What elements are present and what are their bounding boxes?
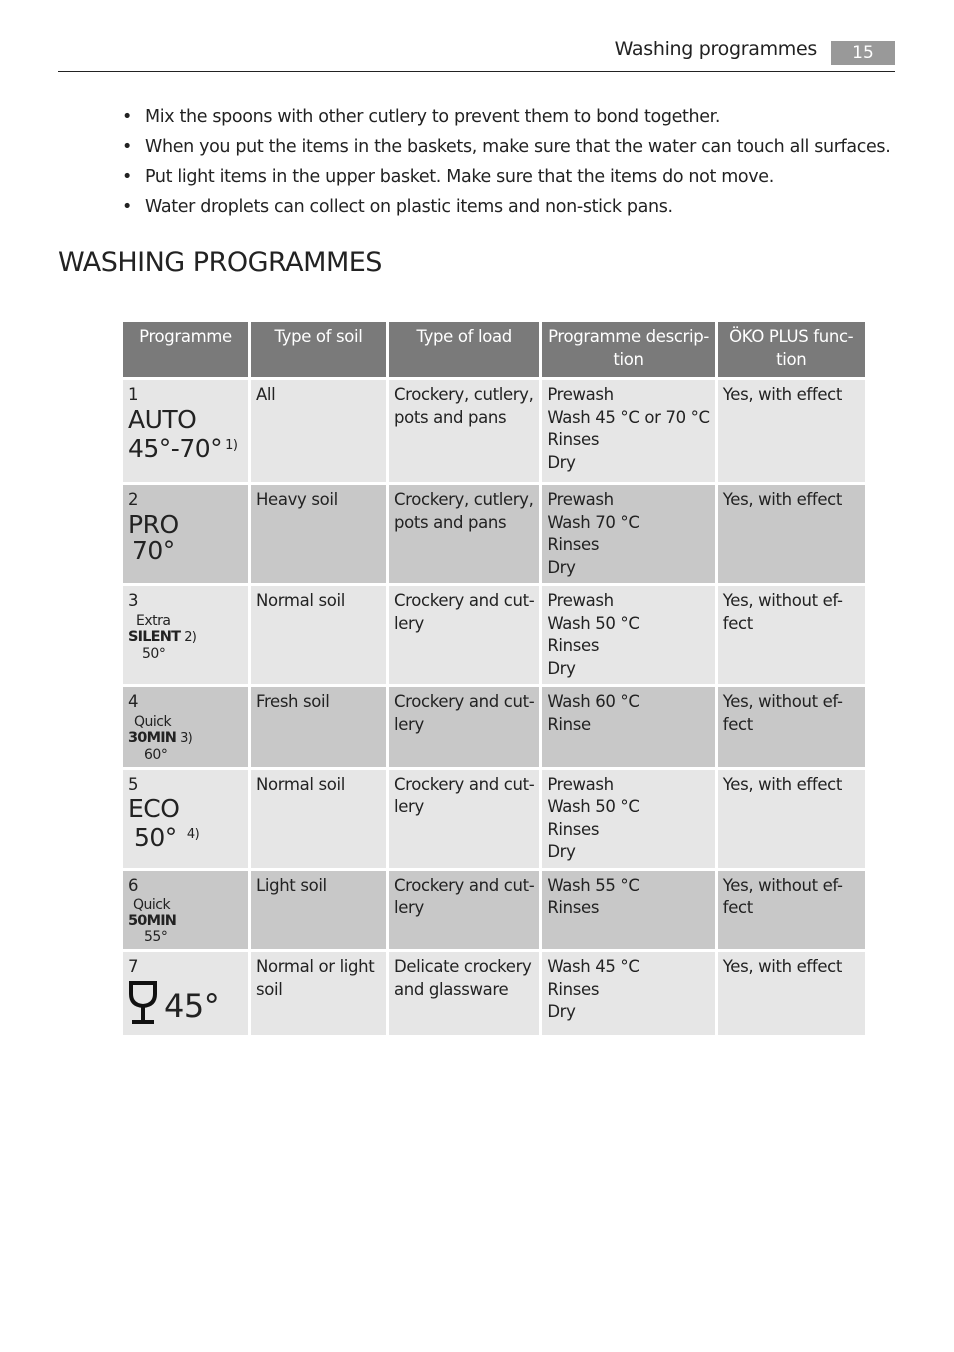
programme-number: 2 — [128, 490, 139, 509]
bullet-icon: • — [122, 197, 132, 217]
footnote-ref: 3) — [180, 730, 192, 746]
bullet-icon: • — [122, 137, 132, 157]
load-line: Crockery, cutlery, — [394, 385, 534, 404]
soil-line: Normal or light — [256, 957, 375, 976]
description-line: Wash 50 °C — [547, 797, 640, 816]
soil-cell: Normal soil — [251, 586, 386, 684]
programme-number: 1 — [128, 385, 139, 404]
programme-label: ECO — [128, 794, 180, 823]
programme-label: 50MIN — [128, 913, 177, 929]
oko-line: fect — [722, 613, 753, 633]
programme-label — [128, 629, 243, 646]
load-line: Crockery and cut- — [394, 875, 535, 895]
description-cell — [542, 380, 714, 482]
footnote-ref: 4) — [186, 827, 200, 842]
description-line: Rinses — [547, 979, 600, 999]
oko-line: Yes, without ef- — [722, 692, 843, 711]
load-line: lery — [394, 898, 424, 917]
load-line: lery — [394, 714, 424, 734]
description-line: Wash 45 °C or 70 °C — [547, 407, 710, 427]
programme-temp: 45° — [164, 986, 220, 1025]
soil-cell: All — [251, 380, 386, 482]
bullet-icon: • — [122, 107, 132, 127]
load-cell — [389, 586, 539, 684]
load-line: lery — [394, 797, 424, 816]
table-row — [123, 485, 865, 583]
programme-number: 4 — [128, 692, 139, 711]
programme-temp — [128, 822, 243, 851]
programme-number: 6 — [128, 875, 139, 895]
oko-cell — [718, 871, 865, 950]
glass-programme-symbol — [128, 981, 243, 1032]
soil-cell — [251, 952, 386, 1035]
description-line: Prewash — [547, 490, 614, 509]
list-item-text: Put light items in the upper basket. Make sure that the items do not move. — [145, 167, 774, 187]
description-line: Rinses — [547, 898, 600, 917]
description-line: Dry — [547, 658, 576, 678]
description-line: Rinses — [547, 819, 600, 839]
load-line: Crockery, cutlery, — [394, 490, 534, 509]
header-description-line: Programme descrip- — [548, 327, 709, 346]
programme-label-top: Extra — [136, 612, 171, 629]
soil-cell: Heavy soil — [251, 485, 386, 583]
table-row — [123, 380, 865, 482]
oko-line: Yes, with effect — [722, 385, 842, 404]
list-item-text: Water droplets can collect on plastic items and non-stick pans. — [145, 197, 673, 217]
load-line: Crockery and cut- — [394, 692, 535, 711]
footnote-ref: 2) — [184, 629, 196, 645]
programme-temp: 55° — [144, 929, 168, 945]
description-line: Wash 70 °C — [547, 512, 640, 532]
description-line: Wash 45 °C — [547, 957, 640, 976]
programme-label-text: SILENT — [128, 628, 181, 645]
table-row — [123, 871, 865, 950]
list-item-text: When you put the items in the baskets, make sure that the water can touch all surfaces. — [145, 137, 891, 157]
soil-cell: Normal soil — [251, 770, 386, 868]
description-cell — [542, 485, 714, 583]
soil-line: soil — [256, 979, 283, 999]
table-header-row — [123, 322, 865, 377]
description-line: Rinses — [547, 636, 600, 655]
programme-cell — [123, 871, 248, 950]
programme-label: PRO — [128, 509, 179, 539]
header-description-line: tion — [613, 349, 644, 369]
oko-line: Yes, with effect — [722, 774, 842, 794]
load-cell — [389, 687, 539, 767]
table-row — [123, 770, 865, 868]
oko-line: Yes, with effect — [722, 490, 842, 509]
description-line: Rinses — [547, 430, 600, 449]
list-item — [122, 132, 890, 162]
oko-cell — [718, 485, 865, 583]
programme-label — [128, 730, 243, 747]
header-load: Type of load — [389, 322, 539, 377]
header-programme: Programme — [123, 322, 248, 377]
header-rule — [58, 71, 895, 72]
oko-line: Yes, without ef- — [722, 591, 843, 610]
load-cell — [389, 485, 539, 583]
list-item — [122, 192, 890, 222]
programme-number: 7 — [128, 957, 139, 976]
list-item-text: Mix the spoons with other cutlery to prevent them to bond together. — [145, 107, 721, 127]
programme-label-text: 30MIN — [128, 729, 177, 746]
programme-temp-text: 45°-70° — [128, 433, 223, 463]
programme-temp: 60° — [144, 746, 168, 763]
wine-glass-icon — [128, 981, 164, 1032]
load-cell — [389, 952, 539, 1035]
oko-line: Yes, without ef- — [722, 875, 843, 895]
programme-temp: 70° — [132, 535, 175, 565]
programme-label-top: Quick — [133, 897, 171, 913]
header-oko-plus — [718, 322, 865, 377]
description-line: Wash 60 °C — [547, 692, 640, 711]
oko-cell — [718, 687, 865, 767]
oko-line: fect — [722, 898, 753, 917]
list-item — [122, 162, 890, 192]
description-cell — [542, 871, 714, 950]
description-line: Prewash — [547, 591, 614, 610]
load-cell — [389, 871, 539, 950]
programme-label-top: Quick — [134, 713, 172, 730]
description-cell — [542, 770, 714, 868]
footnote-ref: 1) — [225, 437, 238, 453]
programme-cell — [123, 770, 248, 868]
load-line: Crockery and cut- — [394, 774, 535, 794]
programme-number: 5 — [128, 774, 139, 794]
oko-cell — [718, 380, 865, 482]
description-line: Wash 55 °C — [547, 875, 640, 895]
programme-cell — [123, 380, 248, 482]
load-line: Delicate crockery — [394, 957, 532, 976]
programme-temp — [128, 433, 243, 462]
load-line: pots and pans — [394, 512, 507, 532]
load-line: and glassware — [394, 979, 509, 999]
soil-cell: Light soil — [251, 871, 386, 950]
header-oko-line: ÖKO PLUS func- — [729, 327, 854, 346]
table-row — [123, 687, 865, 767]
header-oko-line: tion — [776, 349, 807, 369]
load-line: Crockery and cut- — [394, 591, 535, 610]
programmes-table — [120, 319, 868, 1038]
description-line: Prewash — [547, 774, 614, 794]
programme-temp: 50° — [142, 645, 166, 662]
bullet-icon: • — [122, 167, 132, 187]
programme-cell — [123, 687, 248, 767]
description-cell — [542, 687, 714, 767]
header-description — [542, 322, 714, 377]
description-line: Dry — [547, 1002, 576, 1021]
oko-cell — [718, 952, 865, 1035]
running-header: Washing programmes — [614, 38, 817, 60]
table-row — [123, 952, 865, 1035]
oko-line: Yes, with effect — [722, 957, 842, 976]
load-cell — [389, 770, 539, 868]
description-line: Dry — [547, 452, 576, 472]
list-item — [122, 102, 890, 132]
table-row — [123, 586, 865, 684]
oko-line: fect — [722, 714, 753, 734]
oko-cell — [718, 586, 865, 684]
load-line: pots and pans — [394, 407, 507, 427]
description-line: Rinses — [547, 535, 600, 554]
description-line: Dry — [547, 842, 576, 861]
soil-cell: Fresh soil — [251, 687, 386, 767]
programme-temp-text: 50° — [134, 823, 177, 852]
programme-cell — [123, 952, 248, 1035]
load-line: lery — [394, 613, 424, 633]
page-number: 15 — [831, 41, 895, 65]
description-line: Dry — [547, 557, 576, 577]
programme-cell — [123, 586, 248, 684]
programme-cell — [123, 485, 248, 583]
tips-list — [122, 102, 890, 222]
header-soil: Type of soil — [251, 322, 386, 377]
description-line: Wash 50 °C — [547, 613, 640, 633]
programme-label: AUTO — [128, 404, 197, 434]
oko-cell — [718, 770, 865, 868]
description-cell — [542, 952, 714, 1035]
load-cell — [389, 380, 539, 482]
description-cell — [542, 586, 714, 684]
description-line: Prewash — [547, 385, 614, 404]
page-title: WASHING PROGRAMMES — [58, 247, 382, 278]
description-line: Rinse — [547, 714, 591, 734]
programme-number: 3 — [128, 591, 139, 610]
